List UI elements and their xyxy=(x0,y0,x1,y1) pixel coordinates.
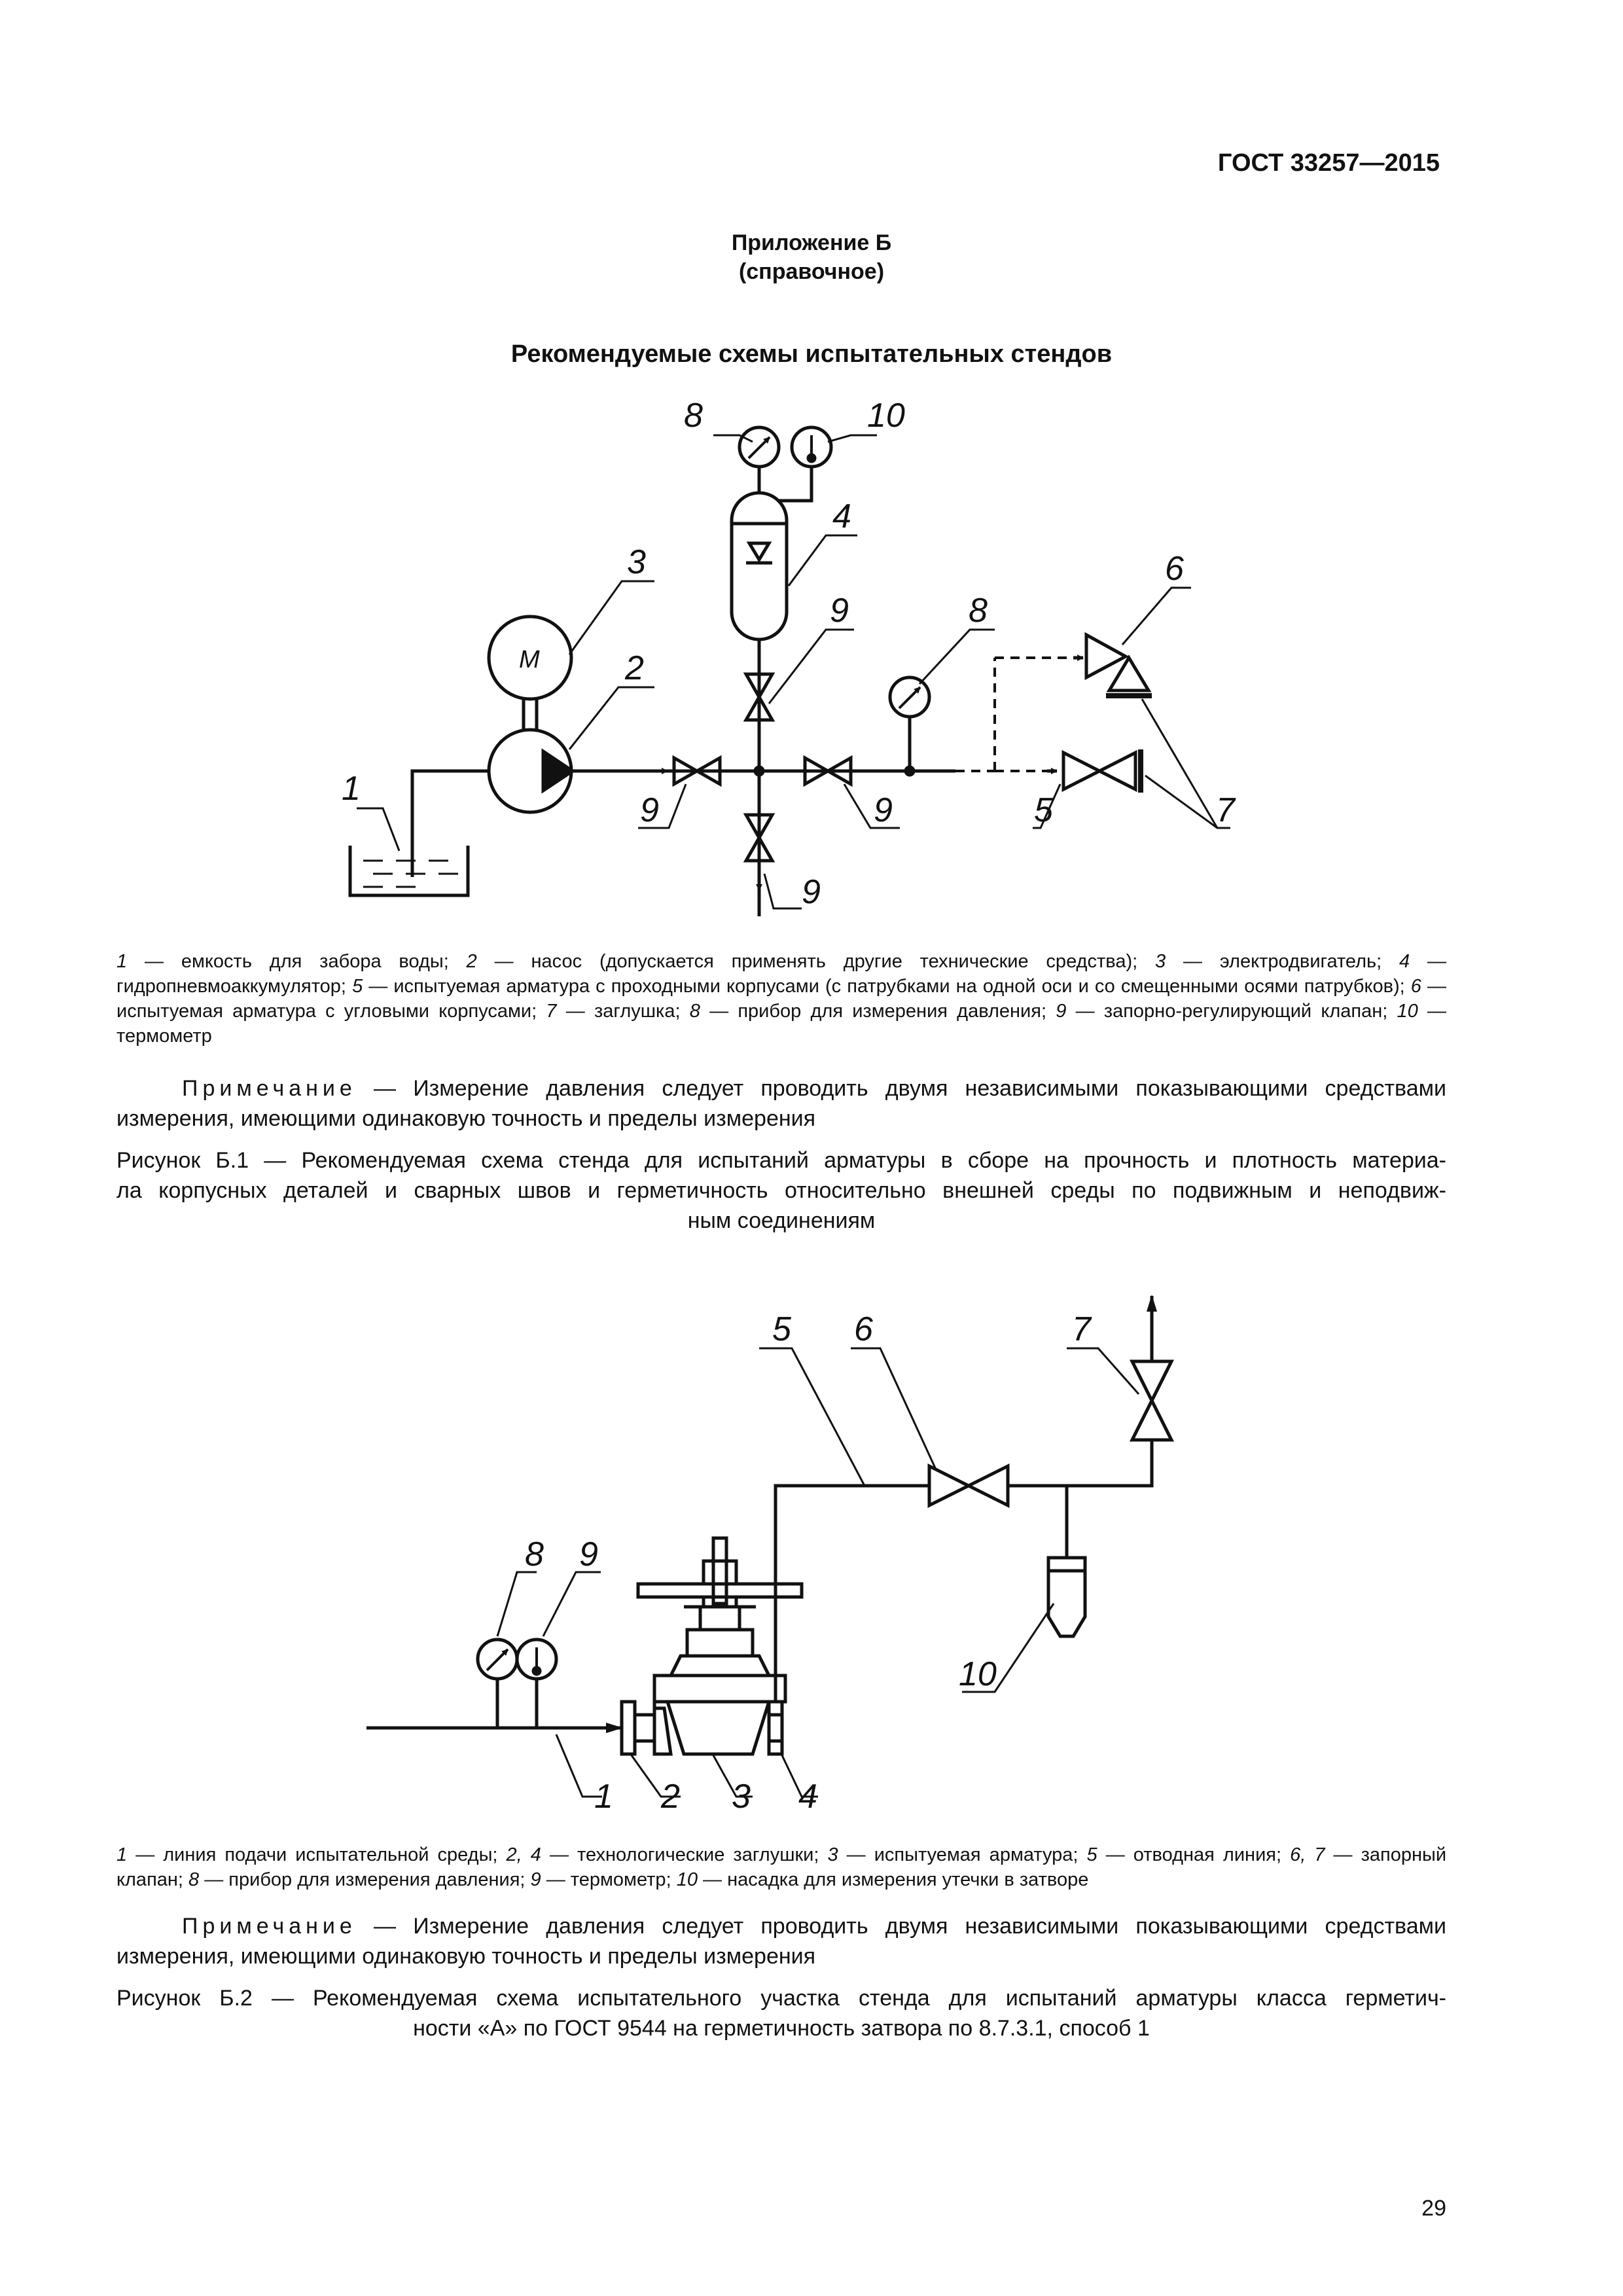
figure-1-note xyxy=(116,1073,1446,1134)
note-text: — Измерение давления следует проводить двумя независимыми показывающими средствами измерения, имеющими одинаковую точность и пределы измерения xyxy=(116,1914,1446,1969)
legend-number: 10 xyxy=(676,1869,698,1890)
legend-text: — запорно-регулирующий клапан; xyxy=(1066,1001,1397,1022)
fig1-callout-9-left: 9 xyxy=(640,791,659,829)
section-heading: Рекомендуемые схемы испытательных стендов xyxy=(510,340,1113,368)
fig1-callout-7: 7 xyxy=(1216,791,1235,829)
figure-1-caption xyxy=(116,1145,1446,1236)
legend-text: — испытуемая арматура с проходными корпусами (с патрубками на одной оси и со смещенными осями патрубков); xyxy=(363,976,1411,997)
figure-2-legend xyxy=(116,1842,1446,1892)
shutoff-valve-6 xyxy=(929,1466,1008,1505)
fig1-callout-9-top: 9 xyxy=(830,592,849,630)
fig1-callout-8-right: 8 xyxy=(969,592,988,630)
fig2-callout-9: 9 xyxy=(579,1535,598,1573)
caption-line: ным соединениям xyxy=(687,1208,876,1233)
test-valve-5 xyxy=(1063,753,1135,789)
fig2-callout-10: 10 xyxy=(959,1655,997,1693)
legend-text: — запорный клапан; xyxy=(116,1844,1447,1890)
caption-line: ла корпусных деталей и сварных швов и герметичность относительно внешней среды по подвижным и неподвиж- xyxy=(116,1178,1446,1203)
fig2-callout-1: 1 xyxy=(594,1778,613,1816)
legend-number: 8 xyxy=(689,1001,700,1022)
legend-text: — испытуемая арматура с угловыми корпусами; xyxy=(116,976,1447,1022)
appendix-title: Приложение Б xyxy=(731,230,892,255)
legend-number: 1 xyxy=(116,951,128,972)
legend-text: — насос (допускается применять другие технические средства); xyxy=(476,951,1156,972)
accumulator xyxy=(732,493,787,639)
legend-text: — термометр; xyxy=(541,1869,677,1890)
legend-text: — электродвигатель; xyxy=(1166,951,1399,972)
legend-number: 3 xyxy=(827,1844,838,1865)
figure-1 xyxy=(350,427,1230,916)
legend-number: 1 xyxy=(116,1844,128,1865)
legend-number: 9 xyxy=(530,1869,541,1890)
appendix-type: (справочное) xyxy=(738,259,885,284)
legend-number: 5 xyxy=(1086,1844,1097,1865)
caption-line: Рисунок Б.2 — Рекомендуемая схема испытательного участка стенда для испытаний арматуры класса герметич- xyxy=(116,1986,1446,2011)
figure-2 xyxy=(366,1296,1171,1797)
legend-text: — прибор для измерения давления; xyxy=(199,1869,531,1890)
legend-number: 9 xyxy=(1056,1001,1067,1022)
note-label: Примечание xyxy=(182,1914,357,1939)
legend-number: 5 xyxy=(352,976,363,997)
motor-label: М xyxy=(519,646,540,673)
legend-text: — термометр xyxy=(116,1001,1446,1047)
figure-1-legend xyxy=(116,949,1446,1049)
fig1-callout-3: 3 xyxy=(627,543,646,581)
caption-line: Рисунок Б.1 — Рекомендуемая схема стенда для испытаний арматуры в сборе на прочность и плотность материа- xyxy=(116,1148,1446,1173)
legend-number: 10 xyxy=(1397,1001,1418,1022)
figure-2-note xyxy=(116,1911,1446,1971)
test-valve-3 xyxy=(668,1702,769,1754)
fig2-callout-8: 8 xyxy=(525,1535,544,1573)
fig1-callout-4: 4 xyxy=(832,497,851,535)
shutoff-valve-7 xyxy=(1132,1361,1171,1440)
fig2-callout-4: 4 xyxy=(798,1778,817,1816)
page-number: 29 xyxy=(1421,2196,1446,2221)
legend-number: 2, 4 xyxy=(506,1844,541,1865)
note-label: Примечание xyxy=(182,1076,357,1101)
leader-1 xyxy=(357,808,399,851)
legend-text: — емкость для забора воды; xyxy=(127,951,467,972)
fig1-callout-5: 5 xyxy=(1034,791,1053,829)
legend-text: — гидропневмоаккумулятор; xyxy=(116,951,1446,997)
legend-text: — прибор для измерения давления; xyxy=(700,1001,1056,1022)
legend-number: 8 xyxy=(188,1869,200,1890)
legend-number: 4 xyxy=(1399,951,1410,972)
legend-text: — отводная линия; xyxy=(1097,1844,1291,1865)
note-text: — Измерение давления следует проводить двумя независимыми показывающими средствами измерения, имеющими одинаковую точность и пределы измерения xyxy=(116,1076,1446,1131)
legend-number: 3 xyxy=(1155,951,1166,972)
fig1-callout-10: 10 xyxy=(867,397,905,435)
fig1-callout-9-right: 9 xyxy=(874,791,893,829)
fig1-callout-1: 1 xyxy=(342,770,361,808)
fig2-callout-7: 7 xyxy=(1072,1310,1091,1348)
leader-3 xyxy=(569,581,654,655)
figure-2-caption xyxy=(116,1983,1446,2043)
fig1-callout-6: 6 xyxy=(1165,550,1184,588)
fig2-callout-2: 2 xyxy=(661,1778,680,1816)
legend-text: — заглушка; xyxy=(556,1001,690,1022)
legend-text: — технологические заглушки; xyxy=(541,1844,828,1865)
legend-number: 6 xyxy=(1410,976,1421,997)
caption-line: ности «А» по ГОСТ 9544 на герметичность затвора по 8.7.3.1, способ 1 xyxy=(413,2016,1150,2041)
legend-text: — насадка для измерения утечки в затворе xyxy=(697,1869,1089,1890)
legend-number: 2 xyxy=(466,951,477,972)
legend-text: — испытуемая арматура; xyxy=(838,1844,1087,1865)
water-tank xyxy=(350,846,468,895)
fig2-callout-6: 6 xyxy=(854,1310,873,1348)
fig2-callout-3: 3 xyxy=(732,1778,751,1816)
plug-2 xyxy=(622,1702,635,1754)
leader-2 xyxy=(569,687,654,749)
fig1-callout-8-top: 8 xyxy=(684,397,703,435)
standard-number: ГОСТ 33257—2015 xyxy=(1217,149,1440,177)
legend-text: — линия подачи испытательной среды; xyxy=(127,1844,507,1865)
fig1-callout-9-bottom: 9 xyxy=(802,873,821,911)
plug-4 xyxy=(769,1702,782,1754)
fig1-callout-2: 2 xyxy=(625,649,644,687)
legend-number: 7 xyxy=(546,1001,557,1022)
legend-number: 6, 7 xyxy=(1290,1844,1325,1865)
fig2-callout-5: 5 xyxy=(772,1310,791,1348)
